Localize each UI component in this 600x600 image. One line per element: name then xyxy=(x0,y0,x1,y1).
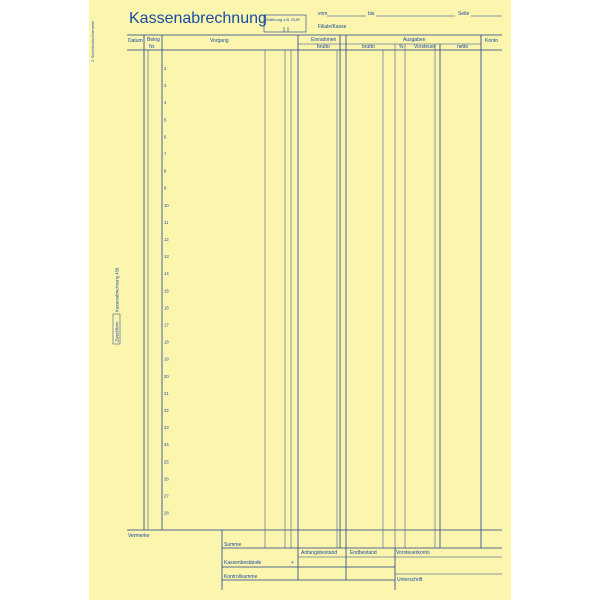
cash-report-form xyxy=(89,0,511,600)
header-beleg: Beleg xyxy=(147,37,160,43)
row-number: 5 xyxy=(164,117,167,123)
row-number: 2 xyxy=(164,66,167,71)
page-label: Seite xyxy=(458,11,470,17)
header-konto: Konto xyxy=(485,38,499,44)
header-einnahmen-brutto: brutto xyxy=(317,44,330,50)
row-number: 28 xyxy=(164,510,169,516)
row-number: 3 xyxy=(164,83,167,89)
row-number: 25 xyxy=(164,459,169,465)
form-canvas xyxy=(89,0,511,600)
row-number: 4 xyxy=(164,100,167,106)
endbestand-label: Endbestand xyxy=(350,550,377,556)
kontrollsumme-label: Kontrollsumme xyxy=(224,574,258,580)
header-ausgaben-brutto: brutto xyxy=(362,44,375,50)
kassenbestaende-label: Kassenbestände xyxy=(224,560,262,566)
row-number: 7 xyxy=(164,151,167,157)
to-label: bis xyxy=(368,11,375,17)
row-number: 20 xyxy=(164,373,169,379)
header-beleg-nr: Nr. xyxy=(149,44,156,50)
kassenbestaende-plus: + xyxy=(291,560,294,566)
row-number: 23 xyxy=(164,425,169,431)
row-number: 14 xyxy=(164,271,169,277)
vorsteuerkonto-label: Vorsteuerkonto xyxy=(396,550,430,556)
header-vorsteuer: Vorsteuer xyxy=(414,44,436,50)
row-number: 15 xyxy=(164,288,169,294)
side-note-top: 1. Schreibmaschinenzeile xyxy=(91,21,95,62)
row-numbers xyxy=(164,66,169,516)
row-number: 12 xyxy=(164,237,169,242)
row-number: 10 xyxy=(164,202,169,208)
header-ausgaben: Ausgaben xyxy=(403,37,426,43)
anfangsbestand-label: Anfangsbestand xyxy=(301,550,338,556)
side-note-mid: Kassenabrechnung 458 xyxy=(114,267,120,312)
row-number: 6 xyxy=(164,134,167,140)
unterschrift-label: Unterschrift xyxy=(397,577,423,583)
row-number: 24 xyxy=(164,442,169,448)
row-number: 22 xyxy=(164,408,169,413)
header-netto: netto xyxy=(457,44,469,50)
header-datum: Datum xyxy=(128,38,143,44)
side-brand: Zweckform xyxy=(114,321,120,342)
vermerke-label: Vermerke xyxy=(128,533,150,539)
row-number: 9 xyxy=(164,185,167,191)
row-number: 21 xyxy=(164,390,169,396)
row-number: 8 xyxy=(164,168,167,174)
column-lines xyxy=(144,35,481,580)
form-title: Kassenabrechnung xyxy=(129,10,267,27)
currency-box-label: Währung z.B. EUR xyxy=(266,17,300,22)
row-number: 17 xyxy=(164,322,169,328)
row-number: 18 xyxy=(164,339,169,345)
row-number: 27 xyxy=(164,493,169,499)
header-percent: % xyxy=(399,44,404,50)
summe-label: Summe xyxy=(224,542,242,548)
header-vorgang: Vorgang xyxy=(210,38,229,44)
row-number: 11 xyxy=(164,219,169,225)
from-label: vom xyxy=(318,11,328,17)
branch-label: Filiale/Kasse xyxy=(318,24,347,30)
row-number: 26 xyxy=(164,476,169,482)
row-number: 19 xyxy=(164,356,169,362)
row-number: 16 xyxy=(164,305,169,311)
row-number: 13 xyxy=(164,254,169,260)
header-einnahmen: Einnahmen xyxy=(311,37,337,43)
